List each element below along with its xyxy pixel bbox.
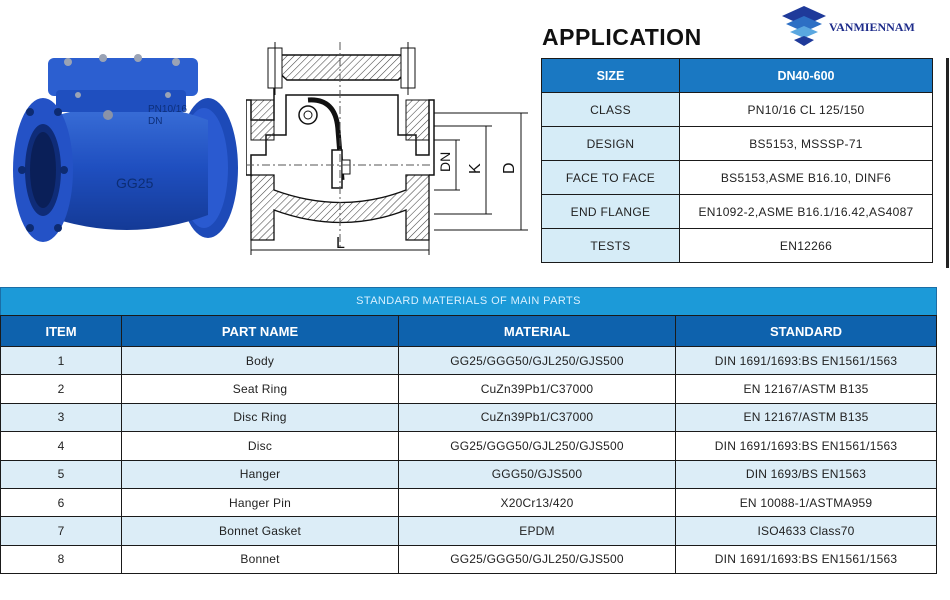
application-value: PN10/16 CL 125/150 bbox=[680, 93, 933, 127]
material-cell: GG25/GGG50/GJL250/GJS500 bbox=[399, 545, 676, 573]
part-name-cell: Seat Ring bbox=[122, 375, 399, 403]
standard-cell: EN 12167/ASTM B135 bbox=[676, 403, 937, 431]
standard-cell: EN 10088-1/ASTMA959 bbox=[676, 488, 937, 516]
material-cell: GGG50/GJS500 bbox=[399, 460, 676, 488]
application-table bbox=[541, 58, 933, 263]
material-cell: EPDM bbox=[399, 517, 676, 545]
table-row bbox=[1, 375, 937, 403]
edge-divider bbox=[946, 58, 949, 268]
application-label: END FLANGE bbox=[542, 195, 680, 229]
table-row bbox=[1, 347, 937, 375]
dim-k-label: K bbox=[467, 163, 484, 174]
standard-cell: DIN 1693/BS EN1563 bbox=[676, 460, 937, 488]
materials-table bbox=[0, 315, 937, 574]
application-value: BS5153,ASME B16.10, DINF6 bbox=[680, 161, 933, 195]
part-name-cell: Hanger bbox=[122, 460, 399, 488]
valve-section-drawing bbox=[246, 40, 536, 260]
part-name-cell: Bonnet Gasket bbox=[122, 517, 399, 545]
size-value: DN40-600 bbox=[680, 59, 933, 93]
dim-l-label: L bbox=[336, 235, 345, 252]
column-header-standard: STANDARD bbox=[676, 316, 937, 347]
part-name-cell: Disc bbox=[122, 432, 399, 460]
standard-cell: EN 12167/ASTM B135 bbox=[676, 375, 937, 403]
application-header-row bbox=[542, 59, 933, 93]
valve-photo bbox=[8, 50, 246, 250]
application-row bbox=[542, 127, 933, 161]
item-cell: 2 bbox=[1, 375, 122, 403]
application-row bbox=[542, 195, 933, 229]
materials-caption: STANDARD MATERIALS OF MAIN PARTS bbox=[0, 287, 937, 315]
part-name-cell: Hanger Pin bbox=[122, 488, 399, 516]
material-cell: GG25/GGG50/GJL250/GJS500 bbox=[399, 432, 676, 460]
application-label: FACE TO FACE bbox=[542, 161, 680, 195]
item-cell: 5 bbox=[1, 460, 122, 488]
table-row bbox=[1, 460, 937, 488]
materials-section bbox=[0, 287, 937, 574]
application-value: EN12266 bbox=[680, 229, 933, 263]
application-label: CLASS bbox=[542, 93, 680, 127]
table-row bbox=[1, 403, 937, 431]
application-label: TESTS bbox=[542, 229, 680, 263]
standard-cell: ISO4633 Class70 bbox=[676, 517, 937, 545]
body-casting-text-2: DN bbox=[148, 116, 163, 127]
size-label: SIZE bbox=[542, 59, 680, 93]
standard-cell: DIN 1691/1693:BS EN1561/1563 bbox=[676, 545, 937, 573]
table-row bbox=[1, 488, 937, 516]
application-value: BS5153, MSSSP-71 bbox=[680, 127, 933, 161]
part-name-cell: Bonnet bbox=[122, 545, 399, 573]
standard-cell: DIN 1691/1693:BS EN1561/1563 bbox=[676, 432, 937, 460]
column-header-item: ITEM bbox=[1, 316, 122, 347]
part-name-cell: Body bbox=[122, 347, 399, 375]
application-row bbox=[542, 93, 933, 127]
material-cell: X20Cr13/420 bbox=[399, 488, 676, 516]
table-row bbox=[1, 545, 937, 573]
application-value: EN1092-2,ASME B16.1/16.42,AS4087 bbox=[680, 195, 933, 229]
material-cell: CuZn39Pb1/C37000 bbox=[399, 375, 676, 403]
casting-mark: GG25 bbox=[116, 175, 154, 191]
item-cell: 8 bbox=[1, 545, 122, 573]
standard-cell: DIN 1691/1693:BS EN1561/1563 bbox=[676, 347, 937, 375]
column-header-part-name: PART NAME bbox=[122, 316, 399, 347]
part-name-cell: Disc Ring bbox=[122, 403, 399, 431]
material-cell: GG25/GGG50/GJL250/GJS500 bbox=[399, 347, 676, 375]
body-casting-text: PN10/16 bbox=[148, 104, 187, 115]
dim-d-label: D bbox=[501, 162, 518, 174]
application-row bbox=[542, 229, 933, 263]
column-header-material: MATERIAL bbox=[399, 316, 676, 347]
application-row bbox=[542, 161, 933, 195]
application-title: APPLICATION bbox=[542, 24, 702, 50]
item-cell: 4 bbox=[1, 432, 122, 460]
dim-dn-label: DN bbox=[437, 151, 453, 172]
item-cell: 6 bbox=[1, 488, 122, 516]
material-cell: CuZn39Pb1/C37000 bbox=[399, 403, 676, 431]
item-cell: 1 bbox=[1, 347, 122, 375]
table-row bbox=[1, 517, 937, 545]
item-cell: 7 bbox=[1, 517, 122, 545]
materials-header-row bbox=[1, 316, 937, 347]
logo-text: VANMIENNAM bbox=[829, 20, 915, 34]
application-label: DESIGN bbox=[542, 127, 680, 161]
table-row bbox=[1, 432, 937, 460]
item-cell: 3 bbox=[1, 403, 122, 431]
